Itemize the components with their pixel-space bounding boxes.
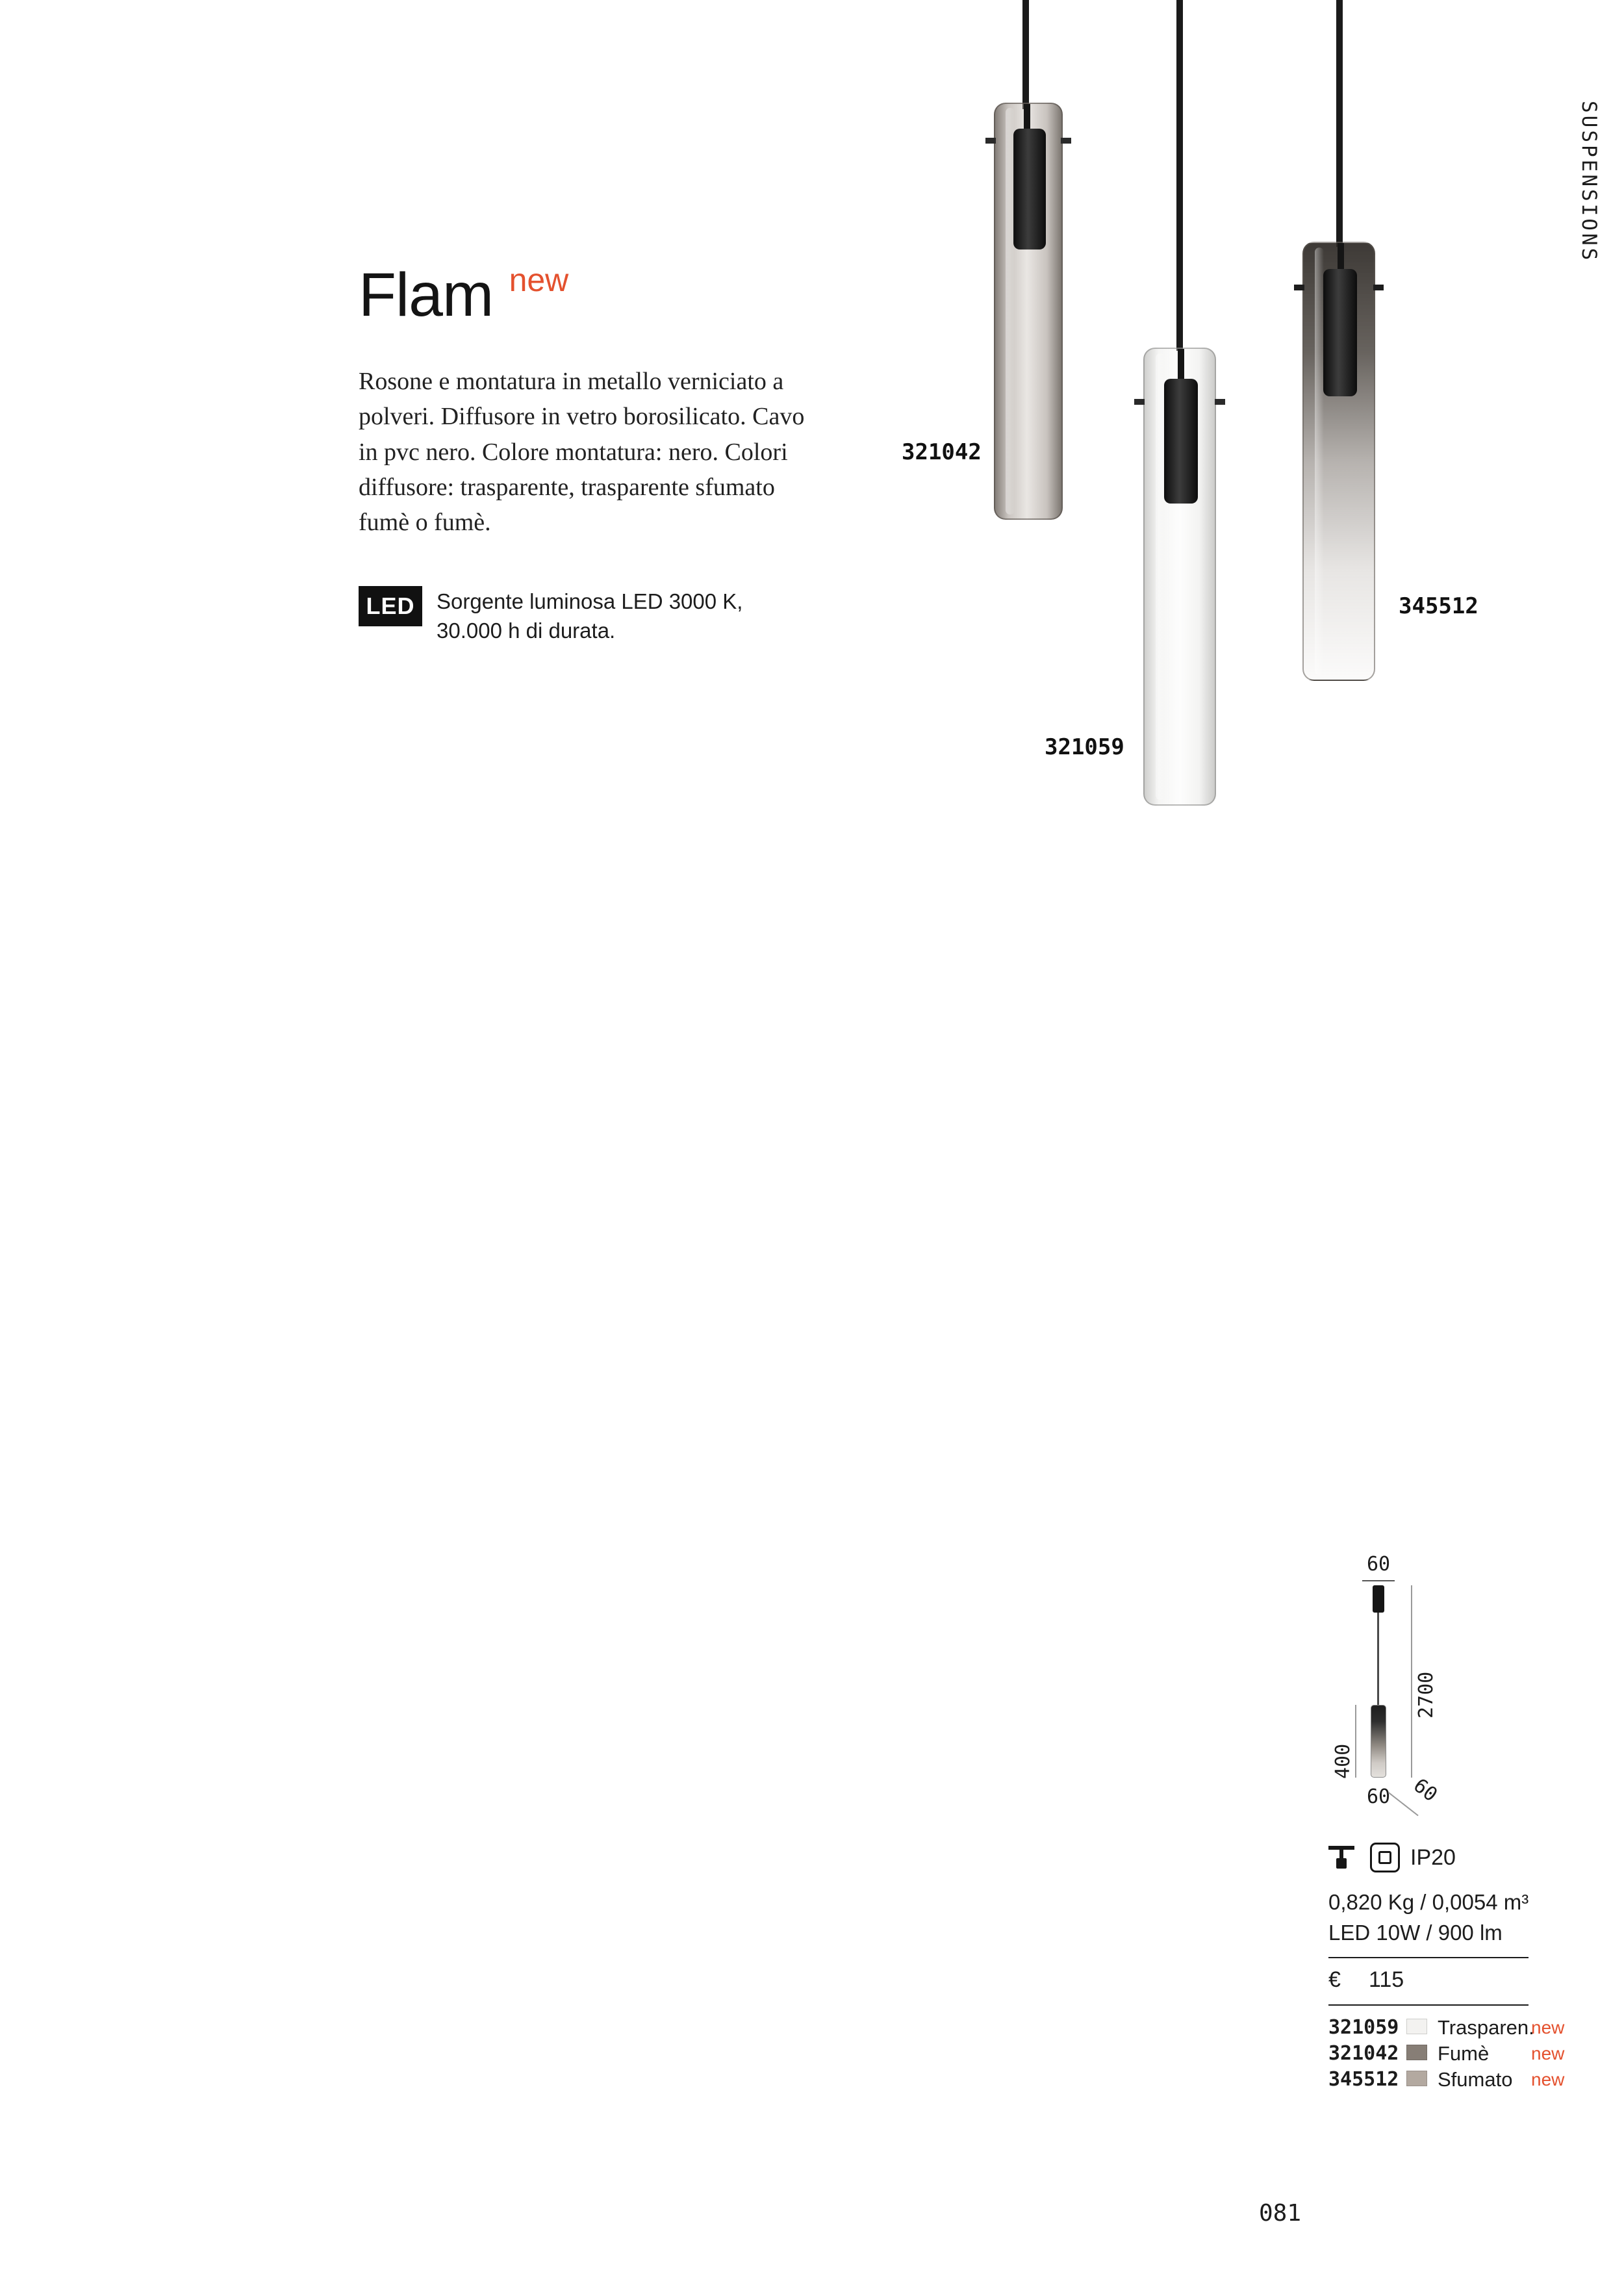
variant-swatch (1406, 2071, 1427, 2086)
photo-code-fume: 321042 (902, 439, 982, 465)
dimension-drawing (1312, 1553, 1507, 1839)
dim-line (1355, 1705, 1356, 1778)
photo-code-sfumato: 345512 (1399, 593, 1478, 619)
inner-cable (1024, 104, 1030, 131)
mount-pin (1134, 399, 1145, 405)
led-power: LED 10W / 900 lm (1328, 1921, 1503, 1945)
mount-pin (1294, 285, 1304, 290)
variant-row-sfumato (1328, 2067, 1570, 2093)
pendant-glass-fume (994, 103, 1063, 520)
spec-icons-row (1328, 1842, 1570, 1873)
dim-height-label: 2700 (1415, 1671, 1438, 1718)
dim-top-label: 60 (1366, 1553, 1391, 1576)
dim-bottom-label: 60 (1366, 1785, 1391, 1808)
price-value: 115 (1369, 1967, 1404, 1992)
inner-cable (1338, 243, 1344, 272)
pendant-photo-trasparente (1143, 0, 1216, 809)
divider (1328, 1957, 1529, 1958)
price-row (1328, 1967, 1570, 1993)
pendant-glass-trasparente (1143, 348, 1216, 806)
pendant-photo-sfumato (1302, 0, 1375, 683)
led-badge: LED (359, 586, 422, 626)
pendant-cable (1176, 0, 1183, 351)
variant-code: 345512 (1328, 2068, 1399, 2091)
variant-row-trasparente (1328, 2015, 1570, 2041)
variant-new-badge: new (1531, 2043, 1565, 2063)
photo-code-trasparente: 321059 (1045, 734, 1124, 760)
divider (1328, 2004, 1529, 2006)
new-badge: new (509, 262, 569, 298)
variant-new-badge: new (1531, 2069, 1565, 2089)
variant-swatch (1406, 2045, 1427, 2060)
variant-row-fume (1328, 2041, 1570, 2067)
currency-symbol: € (1328, 1967, 1341, 1992)
ceiling-plug (1373, 1585, 1384, 1613)
weight-volume: 0,820 Kg / 0,0054 m³ (1328, 1890, 1529, 1914)
mount-pin (1215, 399, 1225, 405)
ceiling-mount-icon (1328, 1845, 1356, 1872)
page-number: 081 (1259, 2200, 1302, 2227)
led-tube (1323, 269, 1357, 396)
product-title: Flam (359, 261, 494, 329)
dim-line (1362, 1580, 1395, 1581)
led-tube (1013, 129, 1046, 249)
drawing-cable (1377, 1613, 1379, 1705)
pendant-photo-fume (994, 0, 1063, 523)
mount-pin (1373, 285, 1384, 290)
ip-rating: IP20 (1410, 1845, 1456, 1870)
led-tube (1164, 379, 1198, 504)
pendant-cable (1022, 0, 1029, 109)
variant-new-badge: new (1531, 2017, 1565, 2038)
led-source-row (359, 586, 742, 645)
glass-highlight (1315, 248, 1324, 676)
pendant-cable (1336, 0, 1343, 247)
product-description: Rosone e montatura in metallo verniciato a polveri. Diffusore in vetro borosilicato. Cavo in pvc nero. Colore montatura: nero. Colori diffusore: trasparente, trasparente sfumato fumè o fumè. (359, 368, 805, 537)
inner-cable (1178, 349, 1184, 381)
led-info-text (437, 586, 742, 645)
pendant-glass-sfumato (1302, 242, 1375, 681)
product-title-block (359, 260, 568, 331)
led-info-line1: Sorgente luminosa LED 3000 K, (437, 589, 743, 613)
section-side-label: SUSPENSIONS (1577, 101, 1601, 263)
glass-highlight (1006, 108, 1014, 514)
drawing-lamp-body (1371, 1705, 1386, 1778)
variant-name: Sfumato (1438, 2068, 1513, 2091)
mount-pin (985, 138, 996, 144)
led-info-line2: 30.000 h di durata. (437, 618, 616, 643)
dim-line (1411, 1585, 1412, 1778)
ip-box-icon (1370, 1843, 1400, 1872)
variant-code: 321059 (1328, 2016, 1399, 2039)
dim-body-label: 400 (1332, 1743, 1354, 1779)
specs-panel (1328, 1842, 1570, 2093)
glass-highlight (1156, 353, 1165, 800)
variant-swatch (1406, 2019, 1427, 2034)
mount-pin (1061, 138, 1071, 144)
variant-code: 321042 (1328, 2042, 1399, 2065)
variant-name: Fumè (1438, 2042, 1490, 2065)
variant-name: Trasparen. (1438, 2016, 1534, 2039)
dim-depth-label: 60 (1409, 1774, 1442, 1807)
